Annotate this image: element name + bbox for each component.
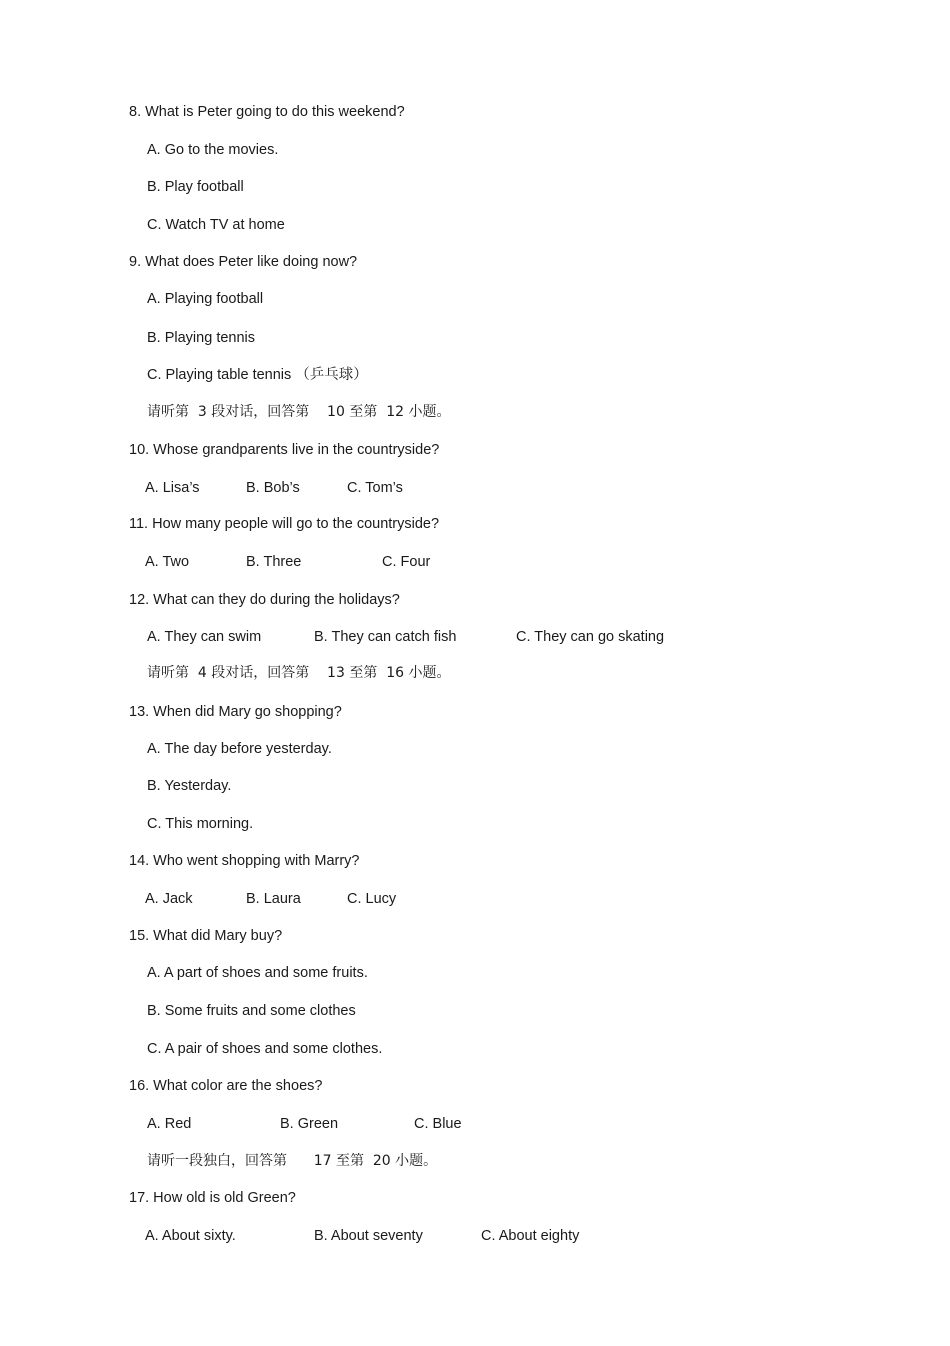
question-12: 12. What can they do during the holidays? <box>129 592 400 608</box>
question-10-option-c: C. Tom’s <box>347 480 403 496</box>
question-14-option-c: C. Lucy <box>347 891 397 907</box>
question-17-option-b: B. About seventy <box>314 1228 423 1244</box>
question-16-option-a: A. Red <box>147 1116 192 1132</box>
question-17: 17. How old is old Green? <box>129 1190 296 1206</box>
question-11-option-b: B. Three <box>246 554 302 570</box>
question-16-option-c: C. Blue <box>414 1116 462 1132</box>
question-15-option-c: C. A pair of shoes and some clothes. <box>147 1041 383 1057</box>
question-11: 11. How many people will go to the countryside? <box>129 516 440 532</box>
question-9-option-a: A. Playing football <box>147 291 264 307</box>
question-8: 8. What is Peter going to do this weekend? <box>129 104 405 120</box>
question-13-option-b: B. Yesterday. <box>147 778 232 794</box>
question-16: 16. What color are the shoes? <box>129 1078 323 1094</box>
question-12-option-a: A. They can swim <box>147 629 262 645</box>
question-13: 13. When did Mary go shopping? <box>129 704 342 720</box>
question-12-option-c: C. They can go skating <box>516 629 665 645</box>
question-14-option-a: A. Jack <box>145 891 193 907</box>
question-13-option-c: C. This morning. <box>147 816 254 832</box>
question-11-option-c: C. Four <box>382 554 431 570</box>
question-15-option-a: A. A part of shoes and some fruits. <box>147 965 368 981</box>
question-15-option-b: B. Some fruits and some clothes <box>147 1003 356 1019</box>
question-13-option-a: A. The day before yesterday. <box>147 741 332 757</box>
question-10-option-b: B. Bob’s <box>246 480 300 496</box>
question-12-option-b: B. They can catch fish <box>314 629 457 645</box>
section-4-instruction: 请听第 4 段对话，回答第 13 至第 16 小题。 <box>147 665 451 681</box>
question-11-option-a: A. Two <box>145 554 190 570</box>
question-8-option-c: C. Watch TV at home <box>147 217 285 233</box>
question-14-option-b: B. Laura <box>246 891 301 907</box>
question-8-option-a: A. Go to the movies. <box>147 142 279 158</box>
section-5-instruction: 请听一段独白，回答第 17 至第 20 小题。 <box>147 1153 438 1169</box>
question-8-option-b: B. Play football <box>147 179 244 195</box>
question-9-option-b: B. Playing tennis <box>147 330 256 346</box>
question-17-option-c: C. About eighty <box>481 1228 580 1244</box>
question-9: 9. What does Peter like doing now? <box>129 254 358 270</box>
question-17-option-a: A. About sixty. <box>145 1228 236 1244</box>
question-9-option-c: C. Playing table tennis （乒乓球） <box>147 367 368 383</box>
question-14: 14. Who went shopping with Marry? <box>129 853 360 869</box>
question-15: 15. What did Mary buy? <box>129 928 283 944</box>
section-3-instruction: 请听第 3 段对话，回答第 10 至第 12 小题。 <box>147 404 451 420</box>
question-10-option-a: A. Lisa’s <box>145 480 200 496</box>
question-10: 10. Whose grandparents live in the countryside? <box>129 442 440 458</box>
question-16-option-b: B. Green <box>280 1116 339 1132</box>
